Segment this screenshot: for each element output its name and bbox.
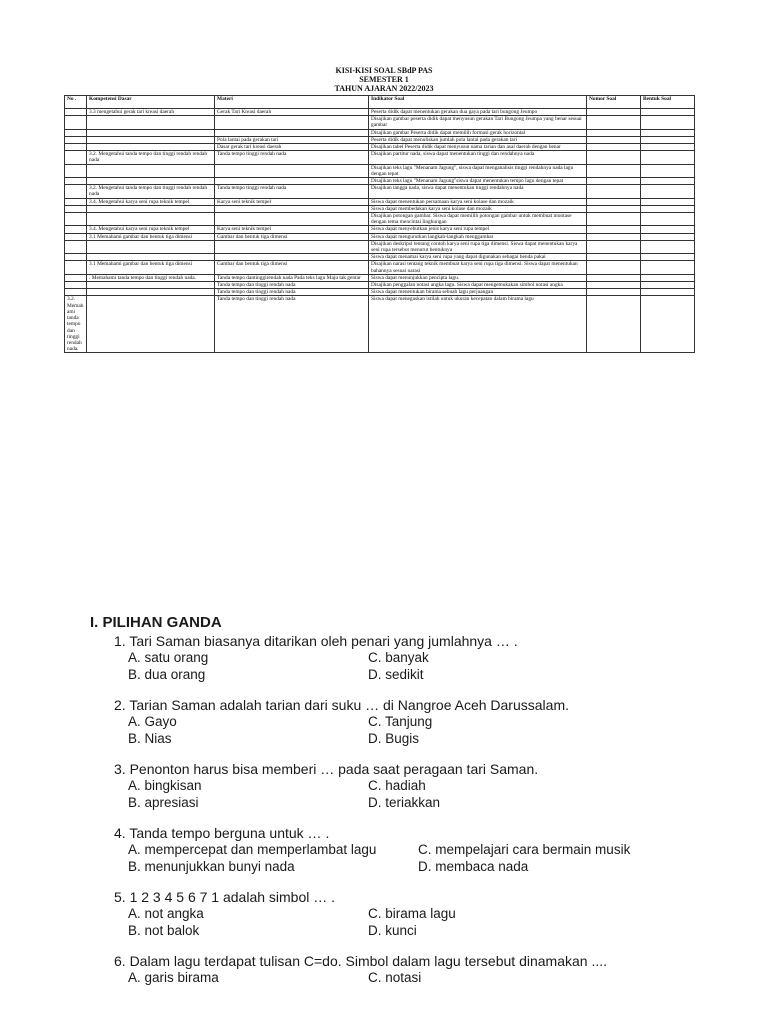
question-block [90,825,750,875]
table-row [65,240,695,253]
table-row [65,261,695,274]
question-text: 3. Penonton harus bisa memberi … pada saat peragaan tari Saman. [114,761,539,777]
cell-bentuk [641,151,695,164]
table-row [65,151,695,164]
table-row [65,254,695,261]
cell-indikator: Siswa dapat menyebutkan jenis karya seni rupa tempel [369,226,587,233]
table-row [65,144,695,151]
cell-kompetensi: . Memahami tanda tempo dan tinggi rendah nada. [87,274,215,281]
cell-materi: Gambar dan bentuk tiga dimensi [215,233,369,240]
cell-bentuk [641,205,695,212]
cell-materi: Pola lantai pada gerakan tari [215,136,369,143]
cell-no [65,282,87,289]
cell-indikator: Disajikan tangga nada, siswa dapat menentukan tinggi rendahnya nada [369,185,587,198]
cell-indikator: Disajikan teks lagu "Menanam Jagung", siswa dapat menganalisis tinggi rendahnya nada lagu dengan tepat [369,164,587,177]
question-block [90,953,750,986]
header-cell-materi: Materi [215,96,369,109]
cell-no [65,226,87,233]
cell-indikator: Disajikan potongan gambar. Siswa dapat memilih potongan gambar untuk membuat montase dengan tema mencintai lingkungan [369,213,587,226]
cell-kompetensi [87,213,215,226]
header-cell-kompetensi: Kompetensi Dasar [87,96,215,109]
cell-materi: Gerak Tari Kreasi daerah [215,109,369,116]
option-b: B. Nias [128,731,172,746]
table-body [65,109,695,353]
cell-no [65,198,87,205]
options-grid [128,905,750,939]
cell-nomor [587,136,641,143]
cell-bentuk [641,185,695,198]
cell-no [65,136,87,143]
cell-kompetensi [87,144,215,151]
cell-materi: Dasar gerak tari kreasi daerah [215,144,369,151]
option-a: A. bingkisan [128,778,202,793]
cell-materi [215,178,369,185]
cell-materi: Karya seni teknik tempel [215,198,369,205]
quiz-section [90,614,750,1000]
table-row [65,109,695,116]
cell-no [65,144,87,151]
cell-no [65,240,87,253]
cell-nomor [587,226,641,233]
cell-kompetensi: 3.1 Memahami gambar dan bentuk tiga dimensi [87,261,215,274]
cell-nomor [587,178,641,185]
option-a: A. Gayo [128,714,177,729]
question-text: 2. Tarian Saman adalah tarian dari suku … di Nangroe Aceh Darussalam. [114,697,569,713]
cell-nomor [587,164,641,177]
cell-nomor [587,289,641,296]
table-row [65,178,695,185]
option-c: C. hadiah [368,778,426,793]
cell-materi [215,116,369,129]
cell-kompetensi [87,178,215,185]
cell-no [65,178,87,185]
cell-kompetensi [87,240,215,253]
cell-indikator: Siswa dapat mengurutkan langkah-langkah menggambar [369,233,587,240]
cell-kompetensi [87,129,215,136]
cell-no [65,289,87,296]
cell-bentuk [641,136,695,143]
header-cell-nomor: Nomor Soal [587,96,641,109]
cell-materi: Gambar dan bentuk tiga dimensi [215,261,369,274]
table-row [65,274,695,281]
cell-no [65,164,87,177]
cell-nomor [587,151,641,164]
cell-bentuk [641,289,695,296]
cell-no [65,261,87,274]
cell-indikator: Disajikan partitur nada, siswa dapat menentukan tinggi dan rendahnya nada [369,151,587,164]
cell-nomor [587,198,641,205]
table-row [65,296,695,353]
cell-kompetensi [87,282,215,289]
cell-indikator: Disajikan penggalan notasi angka lagu. Siswa dapat mengemukakan simbol notasi angka [369,282,587,289]
table-row [65,136,695,143]
cell-nomor [587,205,641,212]
cell-nomor [587,261,641,274]
option-d: D. Bugis [368,731,420,746]
kisi-kisi-table [64,95,695,353]
document-title: KISI-KISI SOAL SBdP PAS [335,66,433,75]
cell-no [65,274,87,281]
cell-no [65,129,87,136]
cell-bentuk [641,129,695,136]
section-heading: I. PILIHAN GANDA [90,614,222,631]
cell-indikator: Disajikan tabel Peserta didik dapat menyusun nama tarian dan asal daerah dengan benar [369,144,587,151]
cell-no [65,109,87,116]
question-block [90,761,750,811]
cell-nomor [587,282,641,289]
cell-materi: Tanda tempo dan tinggi rendah nada [215,289,369,296]
cell-no [65,185,87,198]
cell-kompetensi [87,116,215,129]
cell-kompetensi [87,296,215,353]
option-a: A. not angka [128,906,204,921]
cell-materi [215,205,369,212]
option-a: A. mempercepat dan memperlambat lagu [128,842,377,857]
cell-bentuk [641,116,695,129]
header-cell-bentuk: Bentuk Soal [641,96,695,109]
cell-kompetensi [87,136,215,143]
table-row [65,129,695,136]
cell-no [65,116,87,129]
cell-nomor [587,254,641,261]
table-row [65,233,695,240]
cell-bentuk [641,164,695,177]
cell-kompetensi [87,289,215,296]
option-a: A. satu orang [128,650,209,665]
cell-materi [215,240,369,253]
cell-bentuk [641,233,695,240]
cell-no [65,254,87,261]
question-block [90,697,750,747]
cell-nomor [587,129,641,136]
cell-indikator: Siswa dapat menunjukkan pencipta lagu. [369,274,587,281]
cell-nomor [587,116,641,129]
cell-nomor [587,240,641,253]
cell-no [65,205,87,212]
cell-nomor [587,213,641,226]
cell-materi [215,213,369,226]
question-block [90,889,750,939]
cell-nomor [587,274,641,281]
cell-kompetensi [87,205,215,212]
question-text: 1. Tari Saman biasanya ditarikan oleh penari yang jumlahnya … . [114,633,518,649]
cell-bentuk [641,261,695,274]
table-row [65,116,695,129]
cell-bentuk [641,282,695,289]
cell-bentuk [641,226,695,233]
question-block [90,633,750,683]
option-d: D. membaca nada [418,859,529,874]
options-grid [128,649,750,683]
option-a: A. garis birama [128,970,219,985]
cell-indikator: Disajikan gambar peserta didik dapat menyusun gerakan Tari Bungong Jeumpa yang benar sesuai gambar [369,116,587,129]
option-c: C. Tanjung [368,714,433,729]
table-row [65,226,695,233]
cell-no [65,151,87,164]
cell-bentuk [641,240,695,253]
cell-indikator: Peserta didik dapat menentukan gerakan dua gaya pada tari bungong Jeumpo [369,109,587,116]
table-row [65,164,695,177]
cell-kompetensi [87,164,215,177]
cell-indikator: Siswa dapat menegaskan istilah untuk ukuran kecepatan dalam birama lagu [369,296,587,353]
cell-no [65,233,87,240]
cell-nomor [587,144,641,151]
table-header-row [65,96,695,109]
table-row [65,205,695,212]
cell-materi: Tanda tempo dan tinggi rendah nada [215,282,369,289]
cell-indikator: Peserta didik dapat menuliskan jumlah pola lantai pada gerakan tari [369,136,587,143]
option-c: C. notasi [368,970,422,985]
option-b: B. dua orang [128,667,206,682]
cell-indikator: Siswa dapat menentukan persamaan karya seni kolase dan mozaik [369,198,587,205]
cell-materi: Karya seni teknik tempel [215,226,369,233]
cell-bentuk [641,296,695,353]
header-cell-no: No . [65,96,87,109]
question-text: 5. 1 2 3 4 5 6 7 1 adalah simbol … . [114,889,336,905]
cell-kompetensi: 3.2. Mengetahui tanda tempo dan tinggi rendah rendah nada [87,151,215,164]
cell-nomor [587,233,641,240]
option-b: B. apresiasi [128,795,199,810]
table-row [65,289,695,296]
question-text: 4. Tanda tempo berguna untuk … . [114,825,330,841]
cell-materi: Tanda tempo tinggi rendah nada [215,185,369,198]
option-c: C. birama lagu [368,906,456,921]
options-grid [128,969,750,986]
cell-nomor [587,296,641,353]
cell-materi: Tanda tempo dan tinggi rendah nada [215,296,369,353]
cell-bentuk [641,274,695,281]
cell-kompetensi: 3.4. Mengetahui karya seni rupa teknik tempel [87,226,215,233]
option-d: D. sedikit [368,667,424,682]
options-grid [128,841,750,875]
cell-no: 3.2. Memahami tanda tempo dan tinggi rendah nada. [65,296,87,353]
question-text: 6. Dalam lagu terdapat tulisan C=do. Simbol dalam lagu tersebut dinamakan .... [114,953,608,969]
cell-nomor [587,109,641,116]
cell-materi: Tanda tempo tinggi rendah nada [215,151,369,164]
document-subtitle: SEMESTER 1 [359,75,409,84]
cell-materi [215,254,369,261]
cell-indikator: Siswa dapat membedakan karya seni kolase dan mozaik [369,205,587,212]
cell-indikator: Siswa dapat menamai karya seni rupa yang dapat digunakan sebagai benda pakai [369,254,587,261]
option-b: B. menunjukkan bunyi nada [128,859,295,874]
cell-bentuk [641,213,695,226]
options-grid [128,713,750,747]
cell-kompetensi: 3.2. Mengetahui tanda tempo dan tinggi rendah rendah nada [87,185,215,198]
option-b: B. not balok [128,923,200,938]
table-row [65,282,695,289]
cell-materi: Tanda tempo dantinggirendah nada Pada teks lagu Maju tak gentar [215,274,369,281]
option-c: C. banyak [368,650,429,665]
cell-kompetensi: 3.1 Memahami gambar dan bentuk tiga dimensi [87,233,215,240]
table-row [65,213,695,226]
cell-indikator: Disajikan gambar Peserta didik dapat memilih formasi gerak horizontal [369,129,587,136]
cell-bentuk [641,254,695,261]
option-d: D. kunci [368,923,417,938]
cell-bentuk [641,178,695,185]
cell-indikator: Disajikan deskripsi tentang contoh karya seni rupa tiga dimensi. Siswa dapat menentukan karya seni rupa tersebut menurut bentuknya [369,240,587,253]
cell-materi [215,129,369,136]
cell-no [65,213,87,226]
options-grid [128,777,750,811]
cell-kompetensi: 3.3 mengetahui gerak tari kreasi daerah [87,109,215,116]
option-c: C. mempelajari cara bermain musik [418,842,631,857]
cell-indikator: Disajikan teks lagu "Menanam Jagung"siswa dapat menentukan tempo lagu dengan tepat [369,178,587,185]
cell-bentuk [641,109,695,116]
cell-kompetensi [87,254,215,261]
table-row [65,198,695,205]
cell-materi [215,164,369,177]
document-year: TAHUN AJARAN 2022/2023 [334,84,434,93]
cell-indikator: Siswa dapat menentukan birama sebuah lagu perjuangan [369,289,587,296]
cell-kompetensi: 3.4. Mengetahui karya seni rupa teknik tempel [87,198,215,205]
cell-bentuk [641,198,695,205]
table-row [65,185,695,198]
cell-bentuk [641,144,695,151]
cell-indikator: Disajikan narasi tentang teknik membuat karya seni rupa tiga dimensi. Siswa dapat menentukan bahannya sesuai narasi [369,261,587,274]
header-cell-indikator: Indikator Soal [369,96,587,109]
option-d: D. teriakkan [368,795,441,810]
cell-nomor [587,185,641,198]
